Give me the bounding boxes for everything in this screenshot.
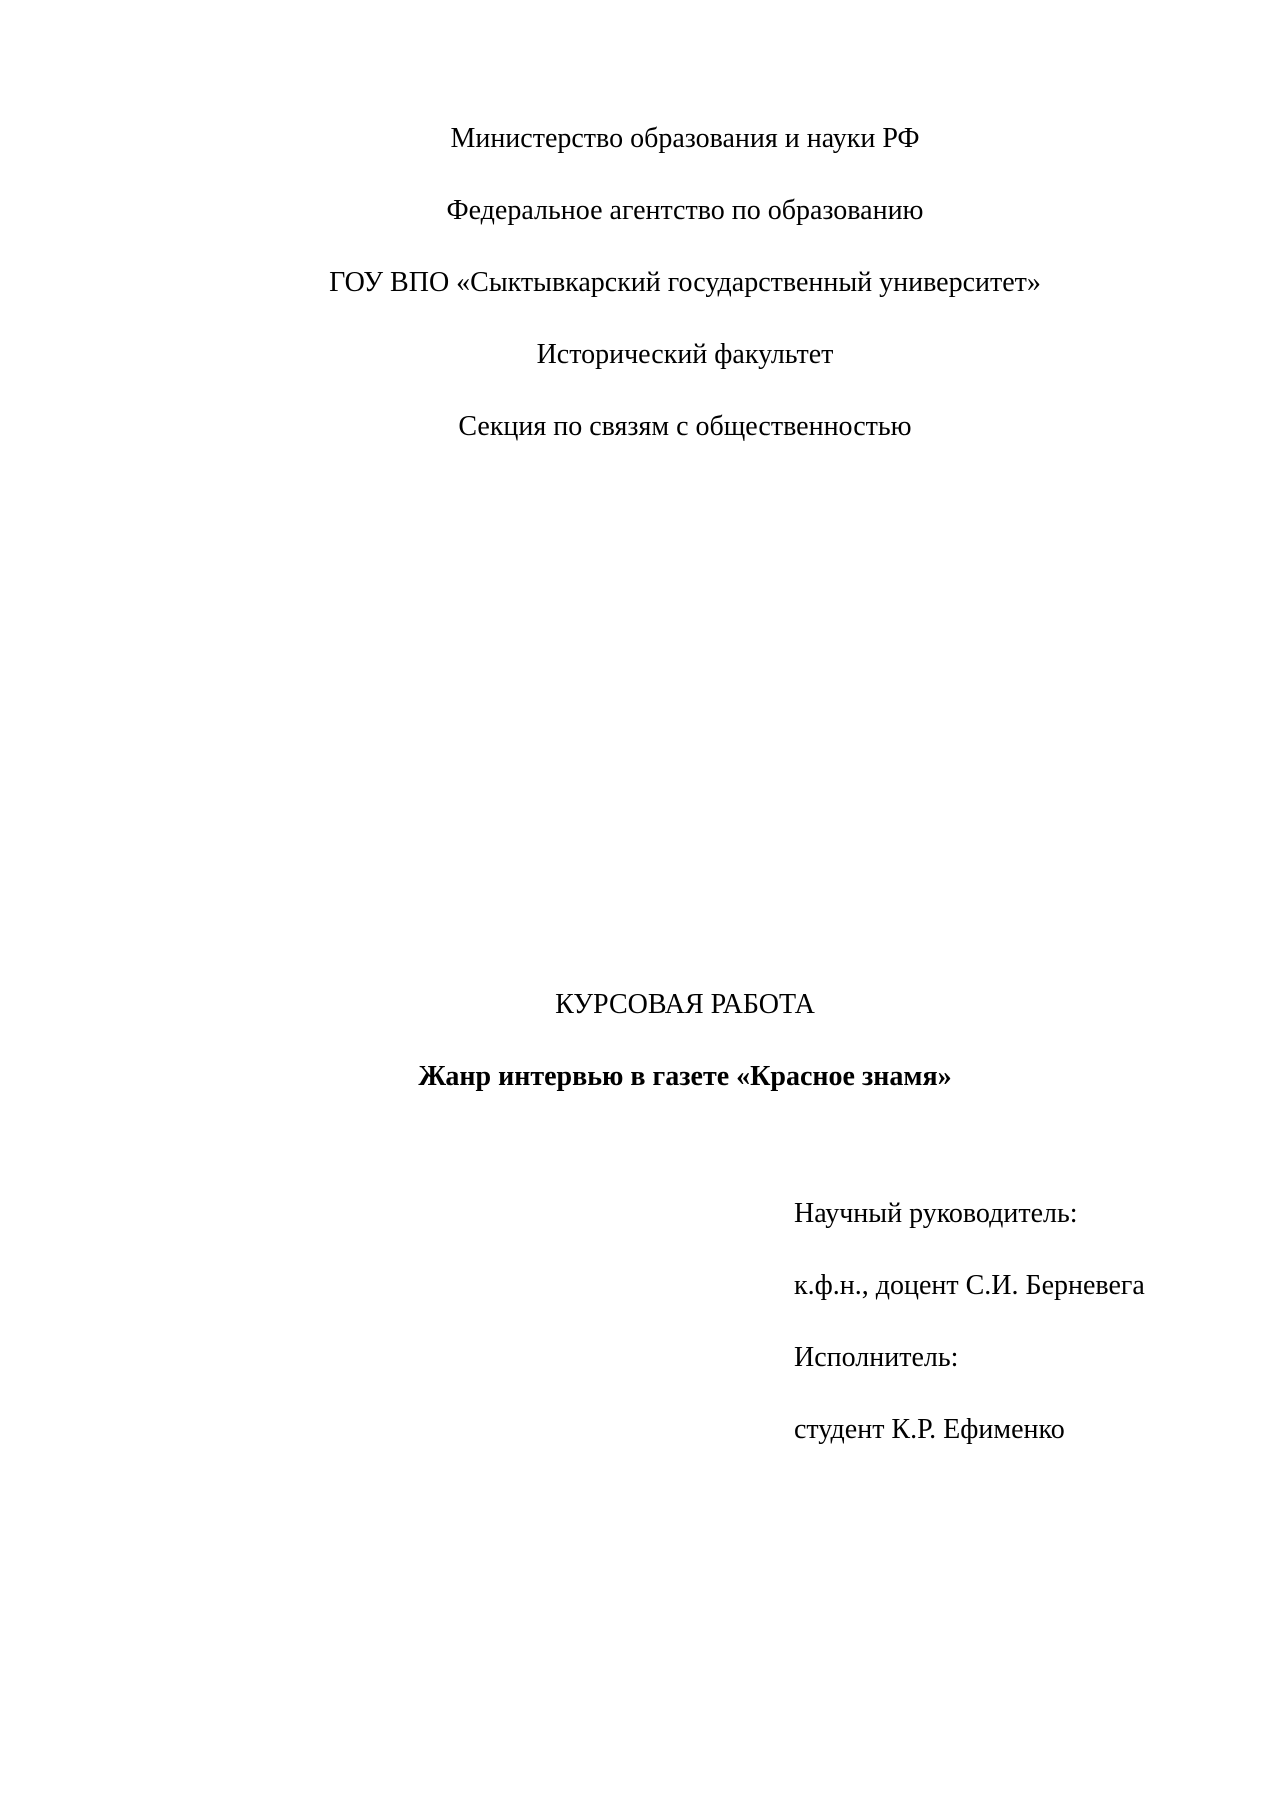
ministry-line: Министерство образования и науки РФ: [450, 123, 920, 154]
faculty-line: Исторический факультет: [536, 339, 834, 370]
author-name: студент К.Р. Ефименко: [794, 1414, 1065, 1445]
work-type: КУРСОВАЯ РАБОТА: [555, 989, 815, 1020]
work-title: Жанр интервью в газете «Красное знамя»: [418, 1061, 952, 1092]
university-line: ГОУ ВПО «Сыктывкарский государственный университет»: [329, 267, 1041, 298]
author-label: Исполнитель:: [794, 1342, 959, 1373]
agency-line: Федеральное агентство по образованию: [446, 195, 924, 226]
section-line: Секция по связям с общественностью: [458, 411, 912, 442]
supervisor-name: к.ф.н., доцент С.И. Берневега: [794, 1270, 1145, 1301]
supervisor-label: Научный руководитель:: [794, 1198, 1078, 1229]
